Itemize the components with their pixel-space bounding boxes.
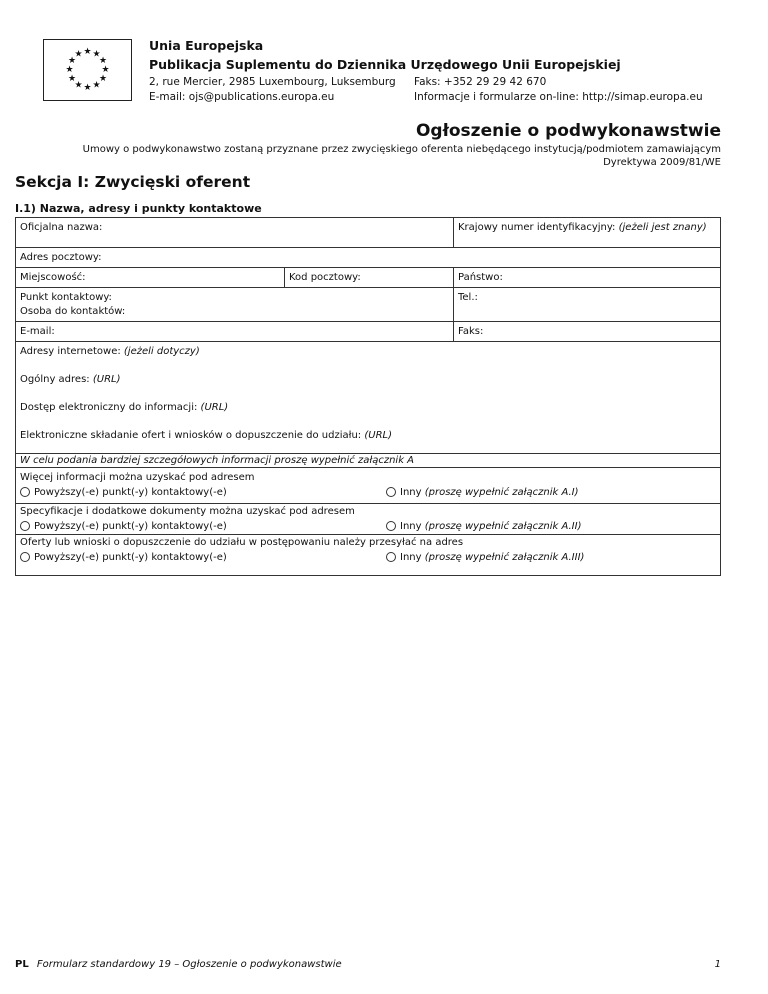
header-publication: Publikacja Suplementu do Dziennika Urzędowego Unii Europejskiej <box>149 57 621 72</box>
footer <box>15 959 342 970</box>
fax-label: Faks: <box>458 326 484 337</box>
national-id-label: Krajowy numer identyfikacyjny: (jeżeli jest znany) <box>458 222 707 233</box>
row-more-info <box>16 468 720 504</box>
svg-text:★: ★ <box>101 65 110 75</box>
svg-text:★: ★ <box>83 47 92 57</box>
header-email: E-mail: ojs@publications.europa.eu <box>149 91 335 103</box>
postal-address-field[interactable] <box>16 248 720 267</box>
footer-form-name: Formularz standardowy 19 – Ogłoszenie o podwykonawstwie <box>36 959 342 970</box>
subsection-title: I.1) Nazwa, adresy i punkty kontaktowe <box>15 202 262 215</box>
email-field[interactable] <box>16 322 453 341</box>
contact-point-label: Punkt kontaktowy: <box>20 292 112 303</box>
svg-text:★: ★ <box>74 80 83 91</box>
specs-label: Specyfikacje i dodatkowe dokumenty można uzyskać pod adresem <box>20 506 355 517</box>
tel-field[interactable] <box>453 288 720 321</box>
contact-point-field[interactable] <box>16 288 453 321</box>
row-email <box>16 322 720 342</box>
header-fax: Faks: +352 29 29 42 670 <box>414 76 547 88</box>
general-address-field[interactable]: Ogólny adres: (URL) <box>20 374 121 385</box>
svg-text:★: ★ <box>83 83 92 93</box>
eu-flag-logo <box>43 39 132 101</box>
row-contact-point <box>16 288 720 322</box>
city-label: Miejscowość: <box>20 272 86 283</box>
doc-title: Ogłoszenie o podwykonawstwie <box>415 121 721 141</box>
doc-directive: Dyrektywa 2009/81/WE <box>603 157 721 168</box>
svg-text:★: ★ <box>67 74 77 84</box>
row-official-name <box>16 218 720 248</box>
section-title: Sekcja I: Zwycięski oferent <box>15 173 251 191</box>
header-address: 2, rue Mercier, 2985 Luxembourg, Luksemburg <box>149 76 396 88</box>
city-field[interactable] <box>16 268 284 287</box>
offers-label: Oferty lub wnioski o dopuszczenie do udziału w postępowaniu należy przesyłać na adres <box>20 537 464 548</box>
eu-stars-icon <box>44 40 131 100</box>
svg-text:★: ★ <box>67 56 77 66</box>
offers-options <box>16 550 720 568</box>
fax-field[interactable] <box>453 322 720 341</box>
footer-lang: PL <box>15 959 29 970</box>
contact-person-label: Osoba do kontaktów: <box>20 306 126 317</box>
offers-other-option[interactable]: Inny (proszę wypełnić załącznik A.III) <box>386 551 584 565</box>
offers-above-option[interactable]: Powyższy(-e) punkt(-y) kontaktowy(-e) <box>20 552 227 563</box>
internet-label: Adresy internetowe: (jeżeli dotyczy) <box>20 346 200 357</box>
more-info-label: Więcej informacji można uzyskać pod adresem <box>20 472 255 483</box>
electronic-submission-field[interactable]: Elektroniczne składanie ofert i wniosków o dopuszczenie do udziału: (URL) <box>20 430 393 441</box>
row-internet-addresses <box>16 342 720 454</box>
radio-icon[interactable] <box>386 487 396 497</box>
row-postal-address <box>16 248 720 268</box>
more-info-options <box>16 485 720 503</box>
national-id-field[interactable] <box>453 218 720 247</box>
postal-code-field[interactable] <box>284 268 453 287</box>
row-specs <box>16 504 720 535</box>
row-annex-note <box>16 454 720 468</box>
radio-icon[interactable] <box>20 487 30 497</box>
country-field[interactable] <box>453 268 720 287</box>
radio-icon[interactable] <box>386 552 396 562</box>
row-offers <box>16 535 720 575</box>
country-label: Państwo: <box>458 272 503 283</box>
specs-above-option[interactable]: Powyższy(-e) punkt(-y) kontaktowy(-e) <box>20 521 227 532</box>
more-info-other-option[interactable]: Inny (proszę wypełnić załącznik A.I) <box>386 486 579 500</box>
postal-code-label: Kod pocztowy: <box>289 272 361 283</box>
row-city <box>16 268 720 288</box>
electronic-access-field[interactable]: Dostęp elektroniczny do informacji: (URL) <box>20 402 229 413</box>
page-number: 1 <box>714 959 721 970</box>
radio-icon[interactable] <box>20 552 30 562</box>
annex-a-note: W celu podania bardziej szczegółowych informacji proszę wypełnić załącznik A <box>20 455 415 466</box>
svg-text:★: ★ <box>65 65 74 75</box>
doc-subtitle: Umowy o podwykonawstwo zostaną przyznane przez zwycięskiego oferenta niebędącego instytucją/podmiotem zamawiającym <box>82 144 721 155</box>
radio-icon[interactable] <box>20 521 30 531</box>
specs-other-option[interactable]: Inny (proszę wypełnić załącznik A.II) <box>386 520 581 534</box>
svg-text:★: ★ <box>98 74 108 84</box>
header-org: Unia Europejska <box>149 38 264 53</box>
tel-label: Tel.: <box>458 292 478 303</box>
svg-text:★: ★ <box>92 80 101 91</box>
svg-text:★: ★ <box>98 56 108 66</box>
official-name-label: Oficjalna nazwa: <box>20 222 103 233</box>
more-info-above-option[interactable]: Powyższy(-e) punkt(-y) kontaktowy(-e) <box>20 487 227 498</box>
header-info: Informacje i formularze on-line: http://simap.europa.eu <box>414 91 703 103</box>
svg-text:★: ★ <box>92 49 101 60</box>
radio-icon[interactable] <box>386 521 396 531</box>
contact-form <box>15 217 721 576</box>
postal-address-label: Adres pocztowy: <box>20 252 102 263</box>
email-label: E-mail: <box>20 326 55 337</box>
official-name-field[interactable] <box>16 218 453 247</box>
svg-text:★: ★ <box>74 49 83 60</box>
